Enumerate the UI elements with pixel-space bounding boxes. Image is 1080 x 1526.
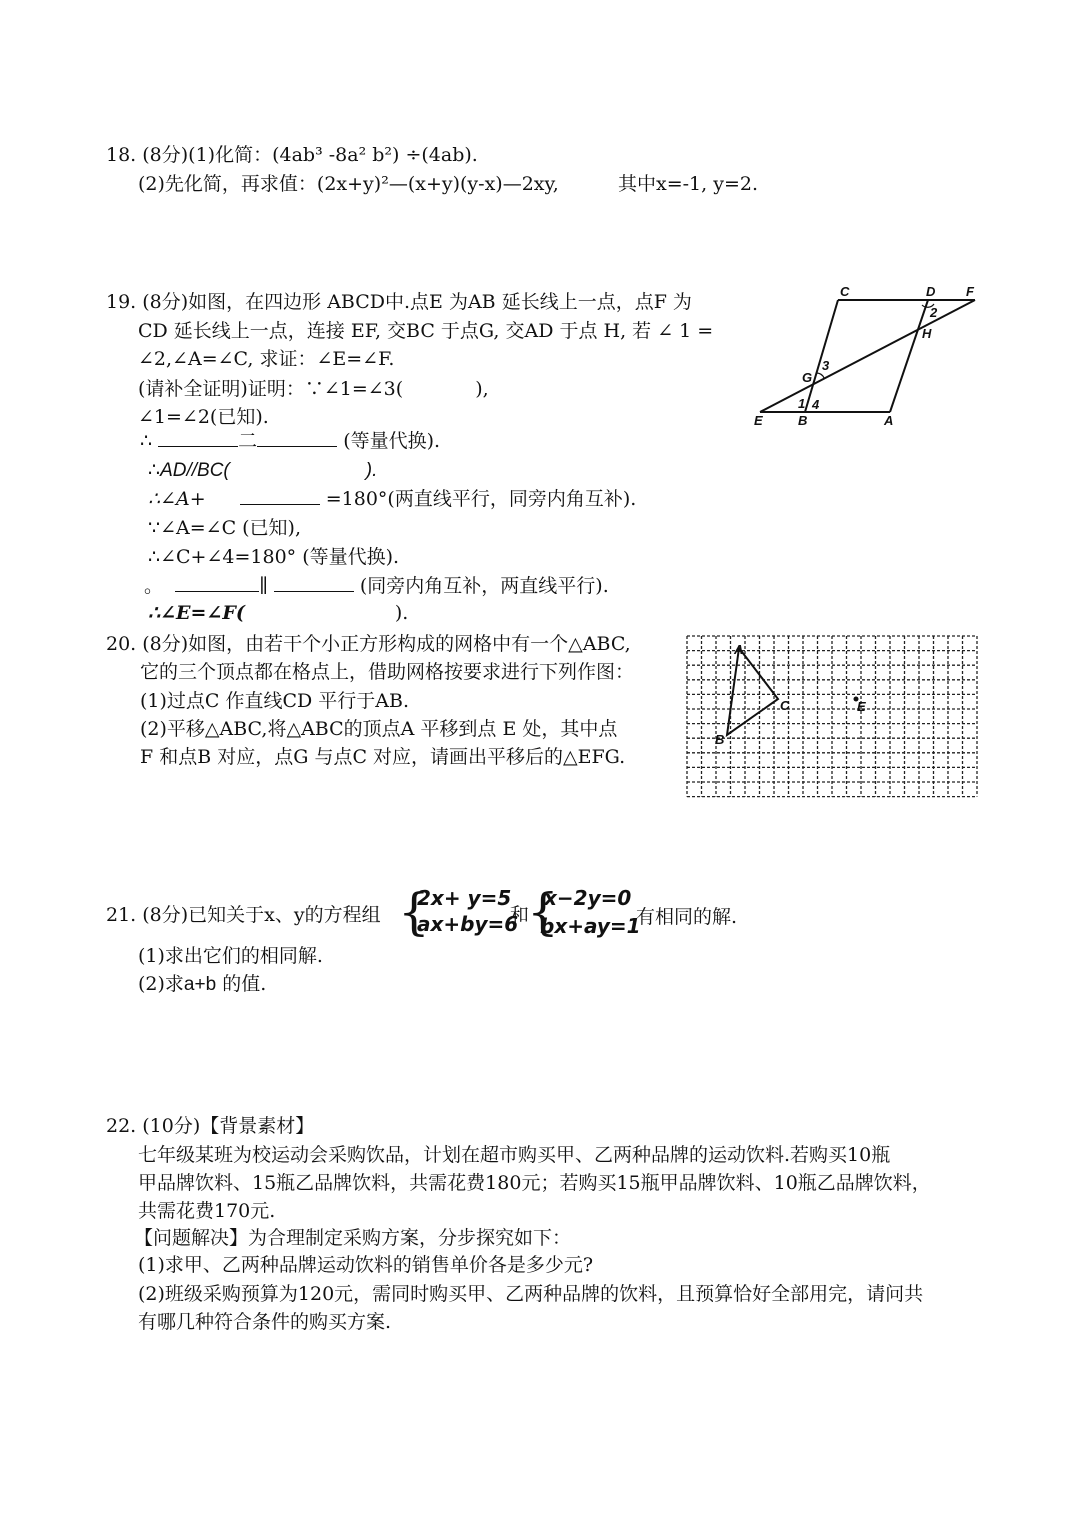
therefore-symbol: ∴ — [140, 430, 153, 452]
q19-line6-end: (等量代换). — [343, 430, 441, 452]
q20-line4: (2)平移△ABC,将△ABC的顶点A 平移到点 E 处，其中点 — [140, 718, 618, 740]
q22-line2: 七年级某班为校运动会采购饮品，计划在超市购买甲、乙两种品牌的运动饮料.若购买10瓶 — [138, 1144, 891, 1166]
q18-line2-condition: 其中x=-1, y=2. — [618, 173, 759, 195]
system1-brace: { — [398, 883, 430, 941]
q19-line8-text: ∴∠A+ — [148, 488, 206, 510]
system2-eq1: x−2y=0 — [544, 886, 632, 910]
grid-label-a: A — [734, 642, 744, 657]
q21-part2-a: (2)求 — [138, 973, 184, 995]
grid-label-c: C — [780, 698, 790, 713]
q19-line5: ∠1=∠2(已知). — [138, 406, 269, 428]
q19-line7-end: ). — [365, 460, 378, 481]
q19-line11-end: (同旁内角互补，两直线平行). — [359, 575, 609, 597]
q19-line3: ∠2,∠A=∠C, 求证：∠E=∠F. — [138, 348, 395, 370]
q20-line1: 20. (8分)如图，由若干个小正方形构成的网格中有一个△ABC, — [106, 633, 631, 655]
system1-eq1: 2x+ y=5 — [417, 886, 512, 910]
label-f: F — [966, 284, 974, 299]
label-g: G — [802, 370, 813, 385]
system1-eq2: ax+by=6 — [417, 912, 519, 936]
grid-figure — [683, 632, 983, 804]
q19-line11-dot: 。 — [144, 575, 164, 597]
q19-line12-text: ∴∠E=∠F( — [148, 602, 245, 624]
q19-line4-close: ), — [475, 378, 489, 400]
q19-line4 — [138, 376, 489, 402]
q21-part2 — [138, 971, 266, 998]
angle-3-label: 3 — [822, 358, 830, 373]
angle-1-label: 1 — [798, 396, 806, 411]
q18-line1: 18. (8分)(1)化简：(4ab³ -8a² b²) ÷(4ab). — [106, 144, 478, 166]
q22-line8: 有哪几种符合条件的购买方案. — [138, 1311, 392, 1333]
q22-line3: 甲品牌饮料、15瓶乙品牌饮料，共需花费180元；若购买15瓶甲品牌饮料、10瓶乙品牌饮料， — [138, 1172, 931, 1194]
system2-brace: { — [527, 883, 559, 941]
q21-and: 和 — [510, 904, 530, 926]
answer-blank[interactable] — [158, 428, 238, 447]
q19-line9: ∵∠A=∠C (已知), — [148, 517, 302, 539]
q21-part2-expr: a+b — [183, 974, 217, 995]
q19-line8 — [148, 486, 636, 512]
q19-line7-text: ∴AD//BC( — [148, 460, 230, 481]
answer-blank[interactable] — [257, 428, 337, 447]
label-e: E — [754, 413, 763, 428]
system2-eq2: bx+ay=1 — [540, 914, 641, 938]
q21-part2-c: 的值. — [216, 973, 267, 995]
q20-line2: 它的三个顶点都在格点上，借助网格按要求进行下列作图： — [140, 661, 635, 683]
label-h: H — [922, 326, 932, 341]
q19-line7 — [148, 458, 377, 484]
q19-line12 — [148, 600, 408, 626]
q19-line1: 19. (8分)如图，在四边形 ABCD中.点E 为AB 延长线上一点，点F 为 — [106, 291, 692, 313]
grid-label-b: B — [715, 732, 725, 747]
label-d: D — [926, 284, 936, 299]
label-a: A — [884, 413, 894, 428]
answer-blank[interactable] — [175, 573, 259, 592]
answer-blank[interactable] — [274, 573, 354, 592]
q19-line2: CD 延长线上一点，连接 EF, 交BC 于点G, 交AD 于点 H, 若 ∠ 1 = — [138, 320, 714, 342]
label-b: B — [798, 413, 808, 428]
q20-line3: (1)过点C 作直线CD 平行于AB. — [140, 690, 410, 712]
parallel-symbol: ∥ — [259, 575, 268, 597]
q22-line1: 22. (10分)【背景素材】 — [106, 1115, 315, 1137]
q19-line6 — [140, 428, 440, 454]
q21-part1: (1)求出它们的相同解. — [138, 945, 323, 967]
q19-line10: ∴∠C+∠4=180° (等量代换). — [148, 546, 400, 568]
q21-intro: 21. (8分)已知关于x、y的方程组 — [106, 904, 381, 926]
q19-line6-mid: 二 — [238, 430, 258, 452]
label-c: C — [840, 284, 850, 299]
q22-line6: (1)求甲、乙两种品牌运动饮料的销售单价各是多少元? — [138, 1254, 594, 1276]
q20-line5: F 和点B 对应，点G 与点C 对应，请画出平移后的△EFG. — [140, 746, 626, 768]
q22-line7: (2)班级采购预算为120元，需同时购买甲、乙两种品牌的饮料，且预算恰好全部用完，请问共 — [138, 1283, 924, 1305]
q19-line8-end: =180°(两直线平行，同旁内角互补). — [325, 488, 637, 510]
q18-line2: (2)先化简，再求值：(2x+y)²—(x+y)(y-x)—2xy, — [138, 173, 559, 195]
q19-line11 — [144, 573, 609, 599]
q19-line12-end: ). — [394, 602, 409, 624]
q22-line5: 【问题解决】为合理制定采购方案，分步探究如下： — [134, 1227, 572, 1249]
q21-outro: 有相同的解. — [636, 906, 738, 928]
angle-2-label: 2 — [930, 305, 938, 320]
quadrilateral-figure — [750, 282, 985, 432]
q22-line4: 共需花费170元. — [138, 1200, 276, 1222]
angle-4-label: 4 — [812, 397, 820, 412]
q19-line4-text: (请补全证明)证明：∵∠1=∠3( — [138, 378, 404, 400]
grid-label-e: E — [857, 699, 866, 714]
answer-blank[interactable] — [240, 486, 320, 505]
